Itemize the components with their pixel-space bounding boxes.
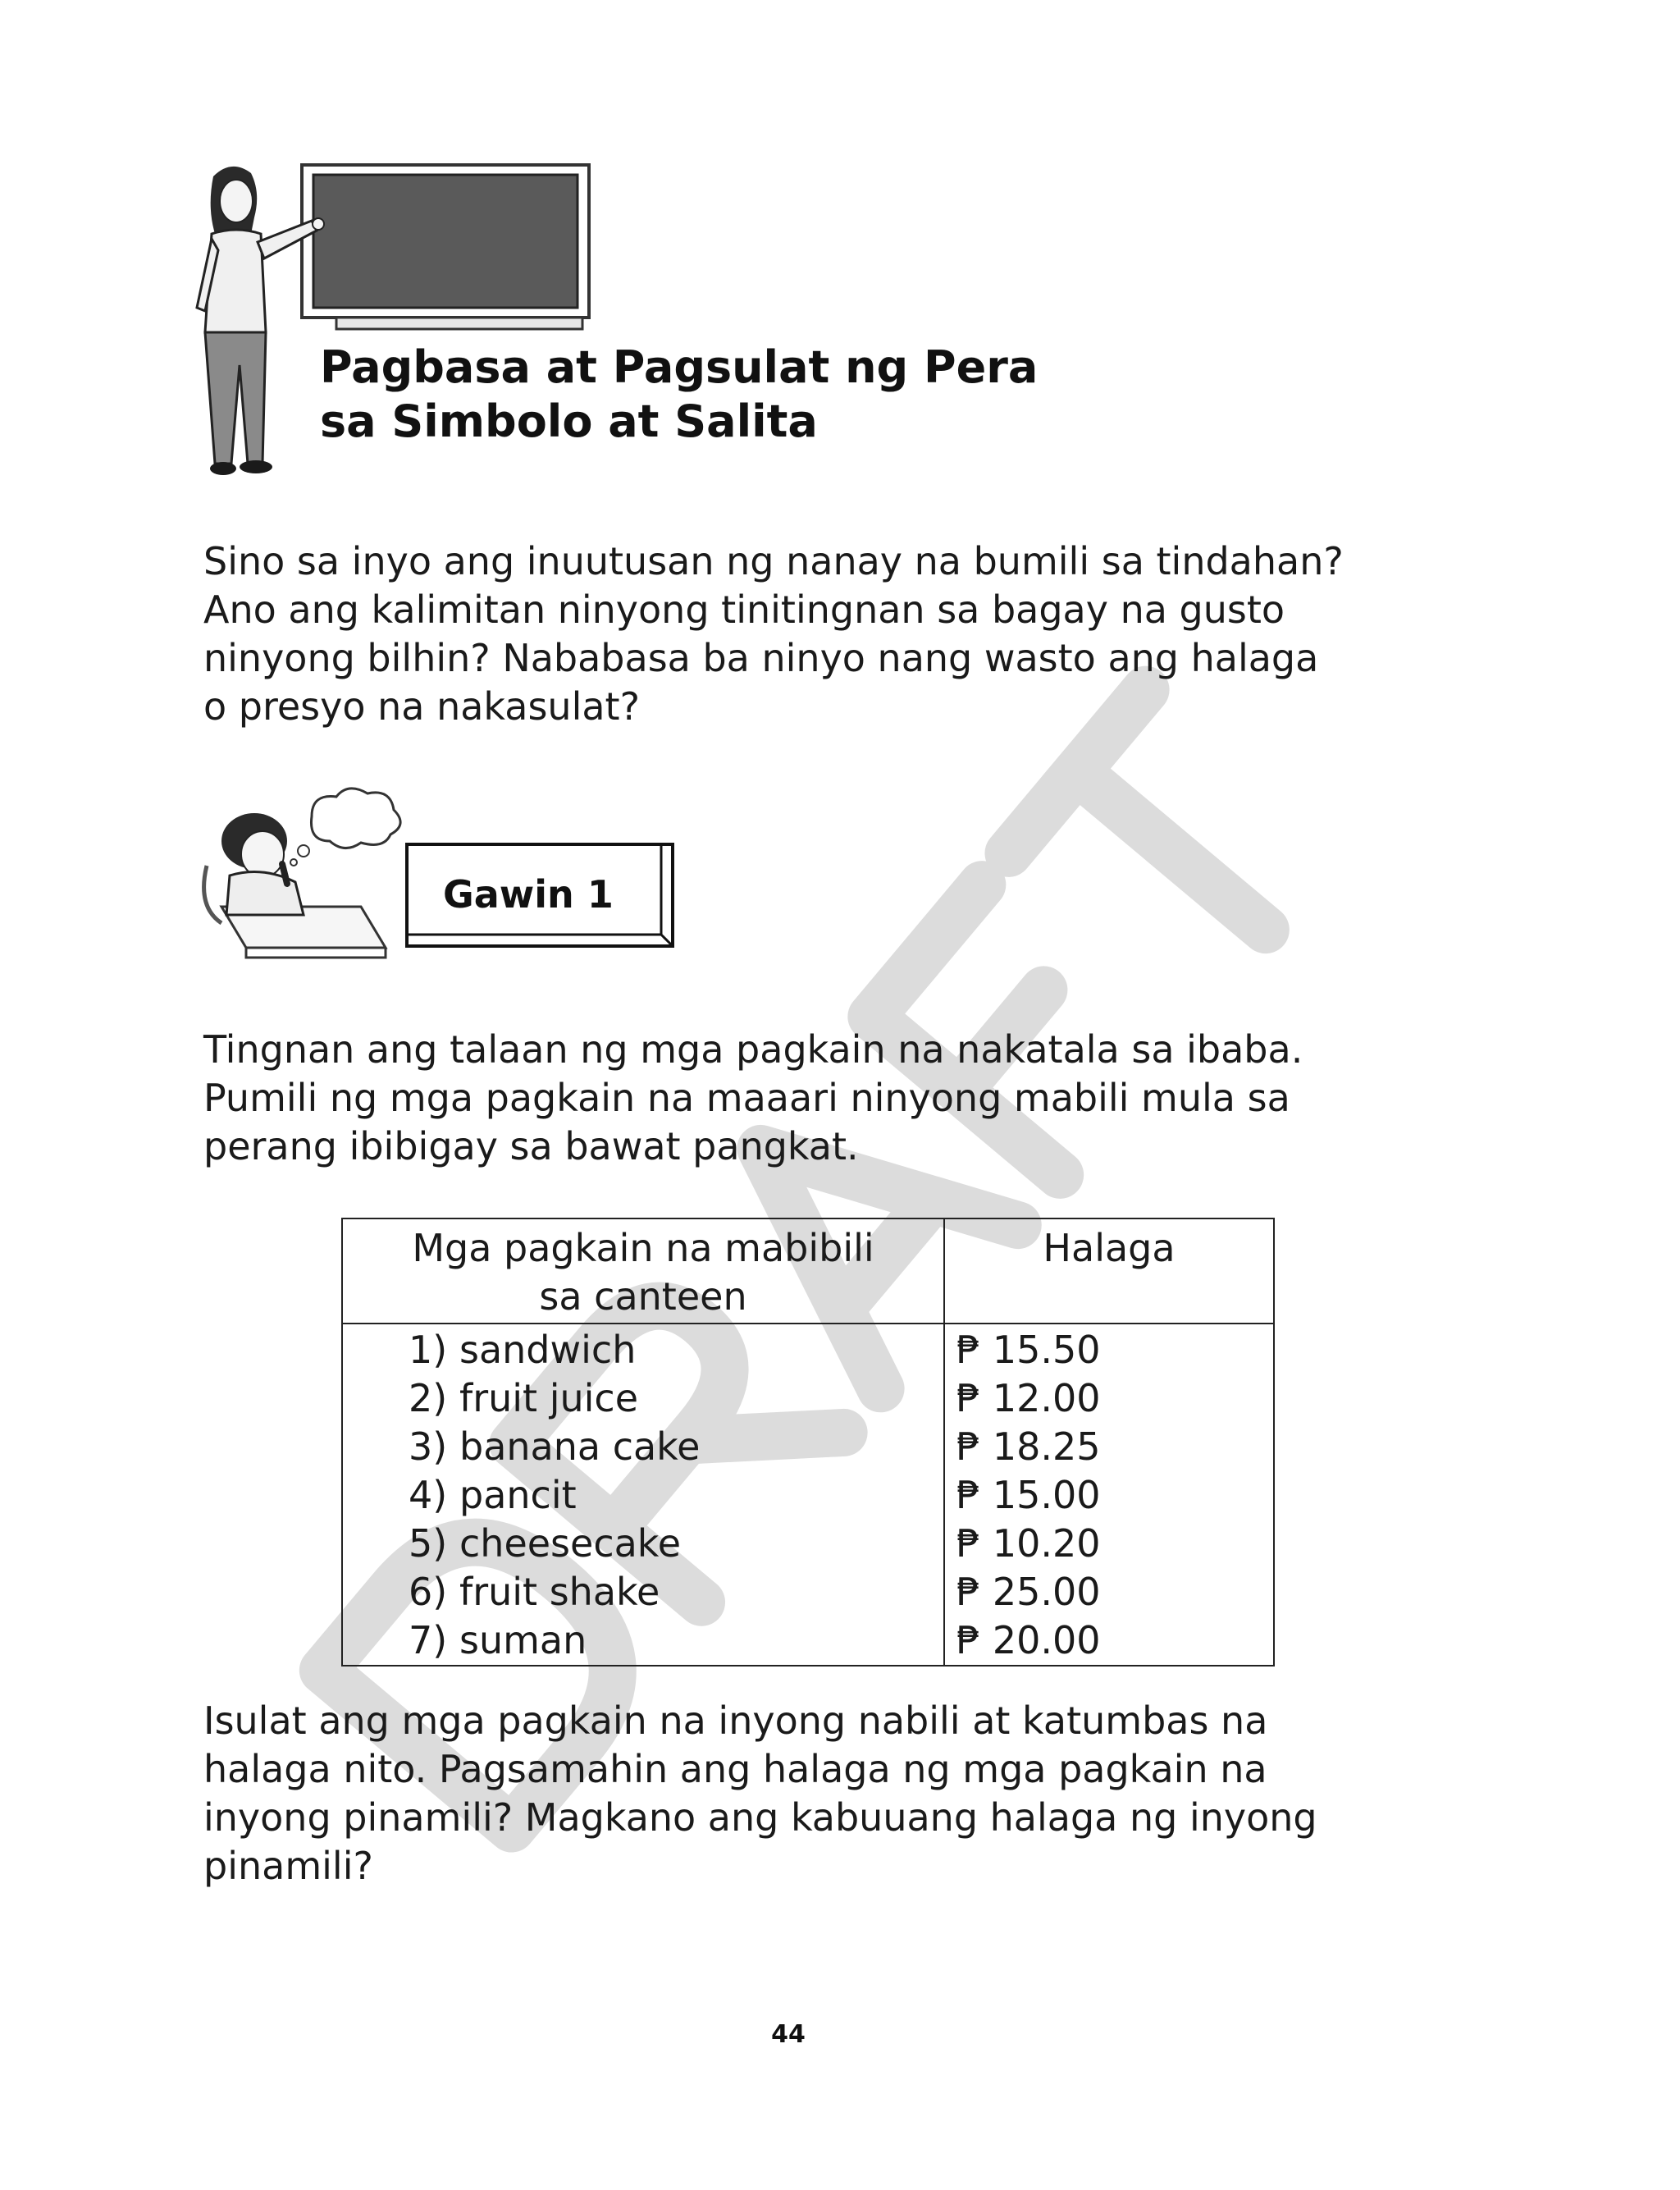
lesson-title xyxy=(320,341,1038,449)
item-name: banana cake xyxy=(459,1424,701,1469)
intro-paragraph xyxy=(203,537,1401,731)
closing-line: halaga nito. Pagsamahin ang halaga ng mga pagkain na xyxy=(203,1747,1267,1791)
closing-line: inyong pinamili? Magkano ang kabuuang halaga ng inyong xyxy=(203,1795,1317,1840)
food-item-row xyxy=(343,1423,943,1471)
item-name: fruit juice xyxy=(459,1376,639,1420)
price-value: ₱ 10.20 xyxy=(956,1521,1101,1566)
food-item-row xyxy=(343,1374,943,1423)
price-value: ₱ 15.50 xyxy=(956,1328,1101,1372)
prices-cell xyxy=(944,1324,1274,1666)
header-food-line-2: sa canteen xyxy=(539,1274,747,1319)
activity-label: Gawin 1 xyxy=(443,872,614,917)
food-item-row xyxy=(343,1520,943,1568)
intro-line: Ano ang kalimitan ninyong tinitingnan sa bagay na gusto xyxy=(203,588,1285,632)
food-item-row xyxy=(343,1326,943,1374)
page-number: 44 xyxy=(771,2020,806,2049)
price-value: ₱ 12.00 xyxy=(956,1376,1101,1420)
item-number: 1) xyxy=(409,1328,448,1372)
price-value: ₱ 15.00 xyxy=(956,1473,1101,1517)
food-item-row xyxy=(343,1568,943,1616)
item-number: 2) xyxy=(409,1376,448,1420)
closing-paragraph xyxy=(203,1697,1401,1891)
instructions-line: Tingnan ang talaan ng mga pagkain na nakatala sa ibaba. xyxy=(203,1027,1303,1072)
item-name: cheesecake xyxy=(459,1521,682,1566)
thinking-student-illustration xyxy=(197,784,410,964)
instructions-paragraph xyxy=(203,1026,1401,1171)
closing-line: pinamili? xyxy=(203,1844,373,1888)
item-number: 5) xyxy=(409,1521,448,1566)
intro-line: ninyong bilhin? Nababasa ba ninyo nang wasto ang halaga xyxy=(203,636,1319,680)
header-price: Halaga xyxy=(944,1218,1274,1324)
title-line-2: sa Simbolo at Salita xyxy=(320,395,818,447)
food-price-table xyxy=(341,1218,1275,1667)
title-line-1: Pagbasa at Pagsulat ng Pera xyxy=(320,341,1039,393)
instructions-line: Pumili ng mga pagkain na maaari ninyong mabili mula sa xyxy=(203,1076,1290,1120)
price-value: ₱ 18.25 xyxy=(956,1424,1101,1469)
closing-line: Isulat ang mga pagkain na inyong nabili at katumbas na xyxy=(203,1699,1268,1743)
price-value: ₱ 25.00 xyxy=(956,1570,1101,1614)
intro-line: Sino sa inyo ang inuutusan ng nanay na bumili sa tindahan? xyxy=(203,539,1344,583)
item-number: 3) xyxy=(409,1424,448,1469)
item-number: 6) xyxy=(409,1570,448,1614)
item-number: 4) xyxy=(409,1473,448,1517)
item-name: suman xyxy=(459,1618,587,1662)
item-name: fruit shake xyxy=(459,1570,660,1614)
food-item-row xyxy=(343,1471,943,1520)
food-items-cell xyxy=(342,1324,944,1666)
header-food-line-1: Mga pagkain na mabibili xyxy=(412,1226,874,1270)
food-item-row xyxy=(343,1616,943,1665)
intro-line: o presyo na nakasulat? xyxy=(203,684,640,729)
instructions-line: perang ibibigay sa bawat pangkat. xyxy=(203,1124,859,1168)
price-value: ₱ 20.00 xyxy=(956,1618,1101,1662)
item-name: pancit xyxy=(459,1473,577,1517)
item-name: sandwich xyxy=(459,1328,637,1372)
header-food-items xyxy=(342,1218,944,1324)
item-number: 7) xyxy=(409,1618,448,1662)
